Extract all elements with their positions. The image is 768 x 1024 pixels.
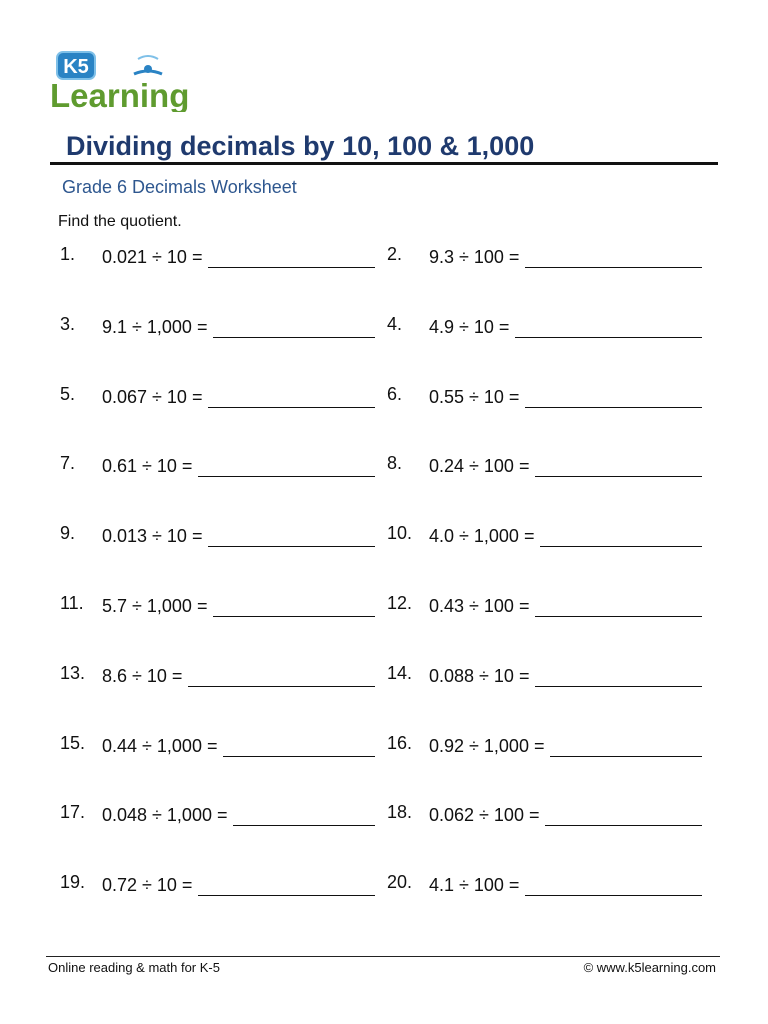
problem-expression: 4.1 ÷ 100 = — [429, 875, 520, 895]
problem-number: 2. — [387, 244, 403, 264]
problem-number: 18. — [387, 802, 413, 822]
problem-expression: 9.3 ÷ 100 = — [429, 247, 520, 267]
footer-copyright: © www.k5learning.com — [583, 960, 716, 975]
problem-number: 15. — [60, 733, 86, 753]
problem-number: 4. — [387, 314, 403, 334]
problem-expression: 0.062 ÷ 100 = — [429, 805, 540, 825]
answer-line[interactable] — [525, 895, 702, 896]
answer-line[interactable] — [535, 616, 702, 617]
answer-line[interactable] — [213, 616, 375, 617]
answer-line[interactable] — [223, 756, 375, 757]
problem-expression: 0.72 ÷ 10 = — [102, 875, 193, 895]
answer-line[interactable] — [208, 267, 375, 268]
problem-item — [60, 384, 375, 414]
answer-line[interactable] — [213, 337, 375, 338]
logo-wordmark: Learning — [50, 77, 190, 112]
problem-item — [387, 244, 702, 274]
problem-number: 17. — [60, 802, 86, 822]
problem-item — [60, 593, 375, 623]
problem-expression: 9.1 ÷ 1,000 = — [102, 317, 208, 337]
problem-item — [387, 453, 702, 483]
problem-item — [387, 523, 702, 553]
answer-line[interactable] — [540, 546, 702, 547]
problem-number: 9. — [60, 523, 76, 543]
problem-expression: 0.61 ÷ 10 = — [102, 456, 193, 476]
answer-line[interactable] — [535, 476, 702, 477]
logo-badge-text: K5 — [63, 56, 89, 78]
worksheet-subtitle: Grade 6 Decimals Worksheet — [62, 177, 297, 197]
problem-number: 19. — [60, 872, 86, 892]
problem-expression: 0.048 ÷ 1,000 = — [102, 805, 228, 825]
answer-line[interactable] — [535, 686, 702, 687]
problem-item — [60, 802, 375, 832]
problem-expression: 0.088 ÷ 10 = — [429, 666, 530, 686]
problem-number: 14. — [387, 663, 413, 683]
problem-expression: 0.92 ÷ 1,000 = — [429, 736, 545, 756]
answer-line[interactable] — [550, 756, 702, 757]
problem-expression: 0.55 ÷ 10 = — [429, 387, 520, 407]
answer-line[interactable] — [233, 825, 375, 826]
problem-number: 7. — [60, 453, 76, 473]
problem-number: 8. — [387, 453, 403, 473]
problem-item — [60, 523, 375, 553]
page-title: Dividing decimals by 10, 100 & 1,000 — [66, 131, 535, 161]
footer-tagline: Online reading & math for K-5 — [48, 960, 220, 975]
problem-expression: 0.44 ÷ 1,000 = — [102, 736, 218, 756]
problem-item — [387, 384, 702, 414]
problem-item — [60, 872, 375, 902]
problem-expression: 0.067 ÷ 10 = — [102, 387, 203, 407]
instructions: Find the quotient. — [58, 213, 182, 230]
problem-item — [387, 663, 702, 693]
footer-divider — [46, 956, 720, 957]
problem-number: 16. — [387, 733, 413, 753]
answer-line[interactable] — [188, 686, 375, 687]
answer-line[interactable] — [198, 476, 375, 477]
problem-number: 5. — [60, 384, 76, 404]
k5-learning-logo — [48, 50, 190, 112]
problem-item — [60, 453, 375, 483]
problem-expression: 5.7 ÷ 1,000 = — [102, 596, 208, 616]
problem-number: 13. — [60, 663, 86, 683]
problem-item — [387, 314, 702, 344]
answer-line[interactable] — [515, 337, 702, 338]
answer-line[interactable] — [525, 407, 702, 408]
problem-expression: 8.6 ÷ 10 = — [102, 666, 183, 686]
answer-line[interactable] — [208, 407, 375, 408]
problem-expression: 0.43 ÷ 100 = — [429, 596, 530, 616]
problem-item — [60, 244, 375, 274]
title-divider — [50, 162, 718, 165]
problem-expression: 0.021 ÷ 10 = — [102, 247, 203, 267]
answer-line[interactable] — [208, 546, 375, 547]
problem-expression: 0.24 ÷ 100 = — [429, 456, 530, 476]
answer-line[interactable] — [525, 267, 702, 268]
problem-item — [387, 593, 702, 623]
problem-number: 1. — [60, 244, 76, 264]
problem-number: 12. — [387, 593, 413, 613]
logo-graphic — [48, 50, 190, 112]
problem-item — [60, 733, 375, 763]
problem-expression: 4.0 ÷ 1,000 = — [429, 526, 535, 546]
problem-item — [387, 872, 702, 902]
problem-number: 11. — [60, 593, 84, 613]
problem-number: 3. — [60, 314, 76, 334]
answer-line[interactable] — [545, 825, 702, 826]
problem-expression: 4.9 ÷ 10 = — [429, 317, 510, 337]
problem-number: 6. — [387, 384, 403, 404]
answer-line[interactable] — [198, 895, 375, 896]
problem-number: 10. — [387, 523, 413, 543]
problem-item — [60, 663, 375, 693]
problem-number: 20. — [387, 872, 413, 892]
problem-item — [387, 802, 702, 832]
problem-expression: 0.013 ÷ 10 = — [102, 526, 203, 546]
problem-item — [60, 314, 375, 344]
problem-item — [387, 733, 702, 763]
